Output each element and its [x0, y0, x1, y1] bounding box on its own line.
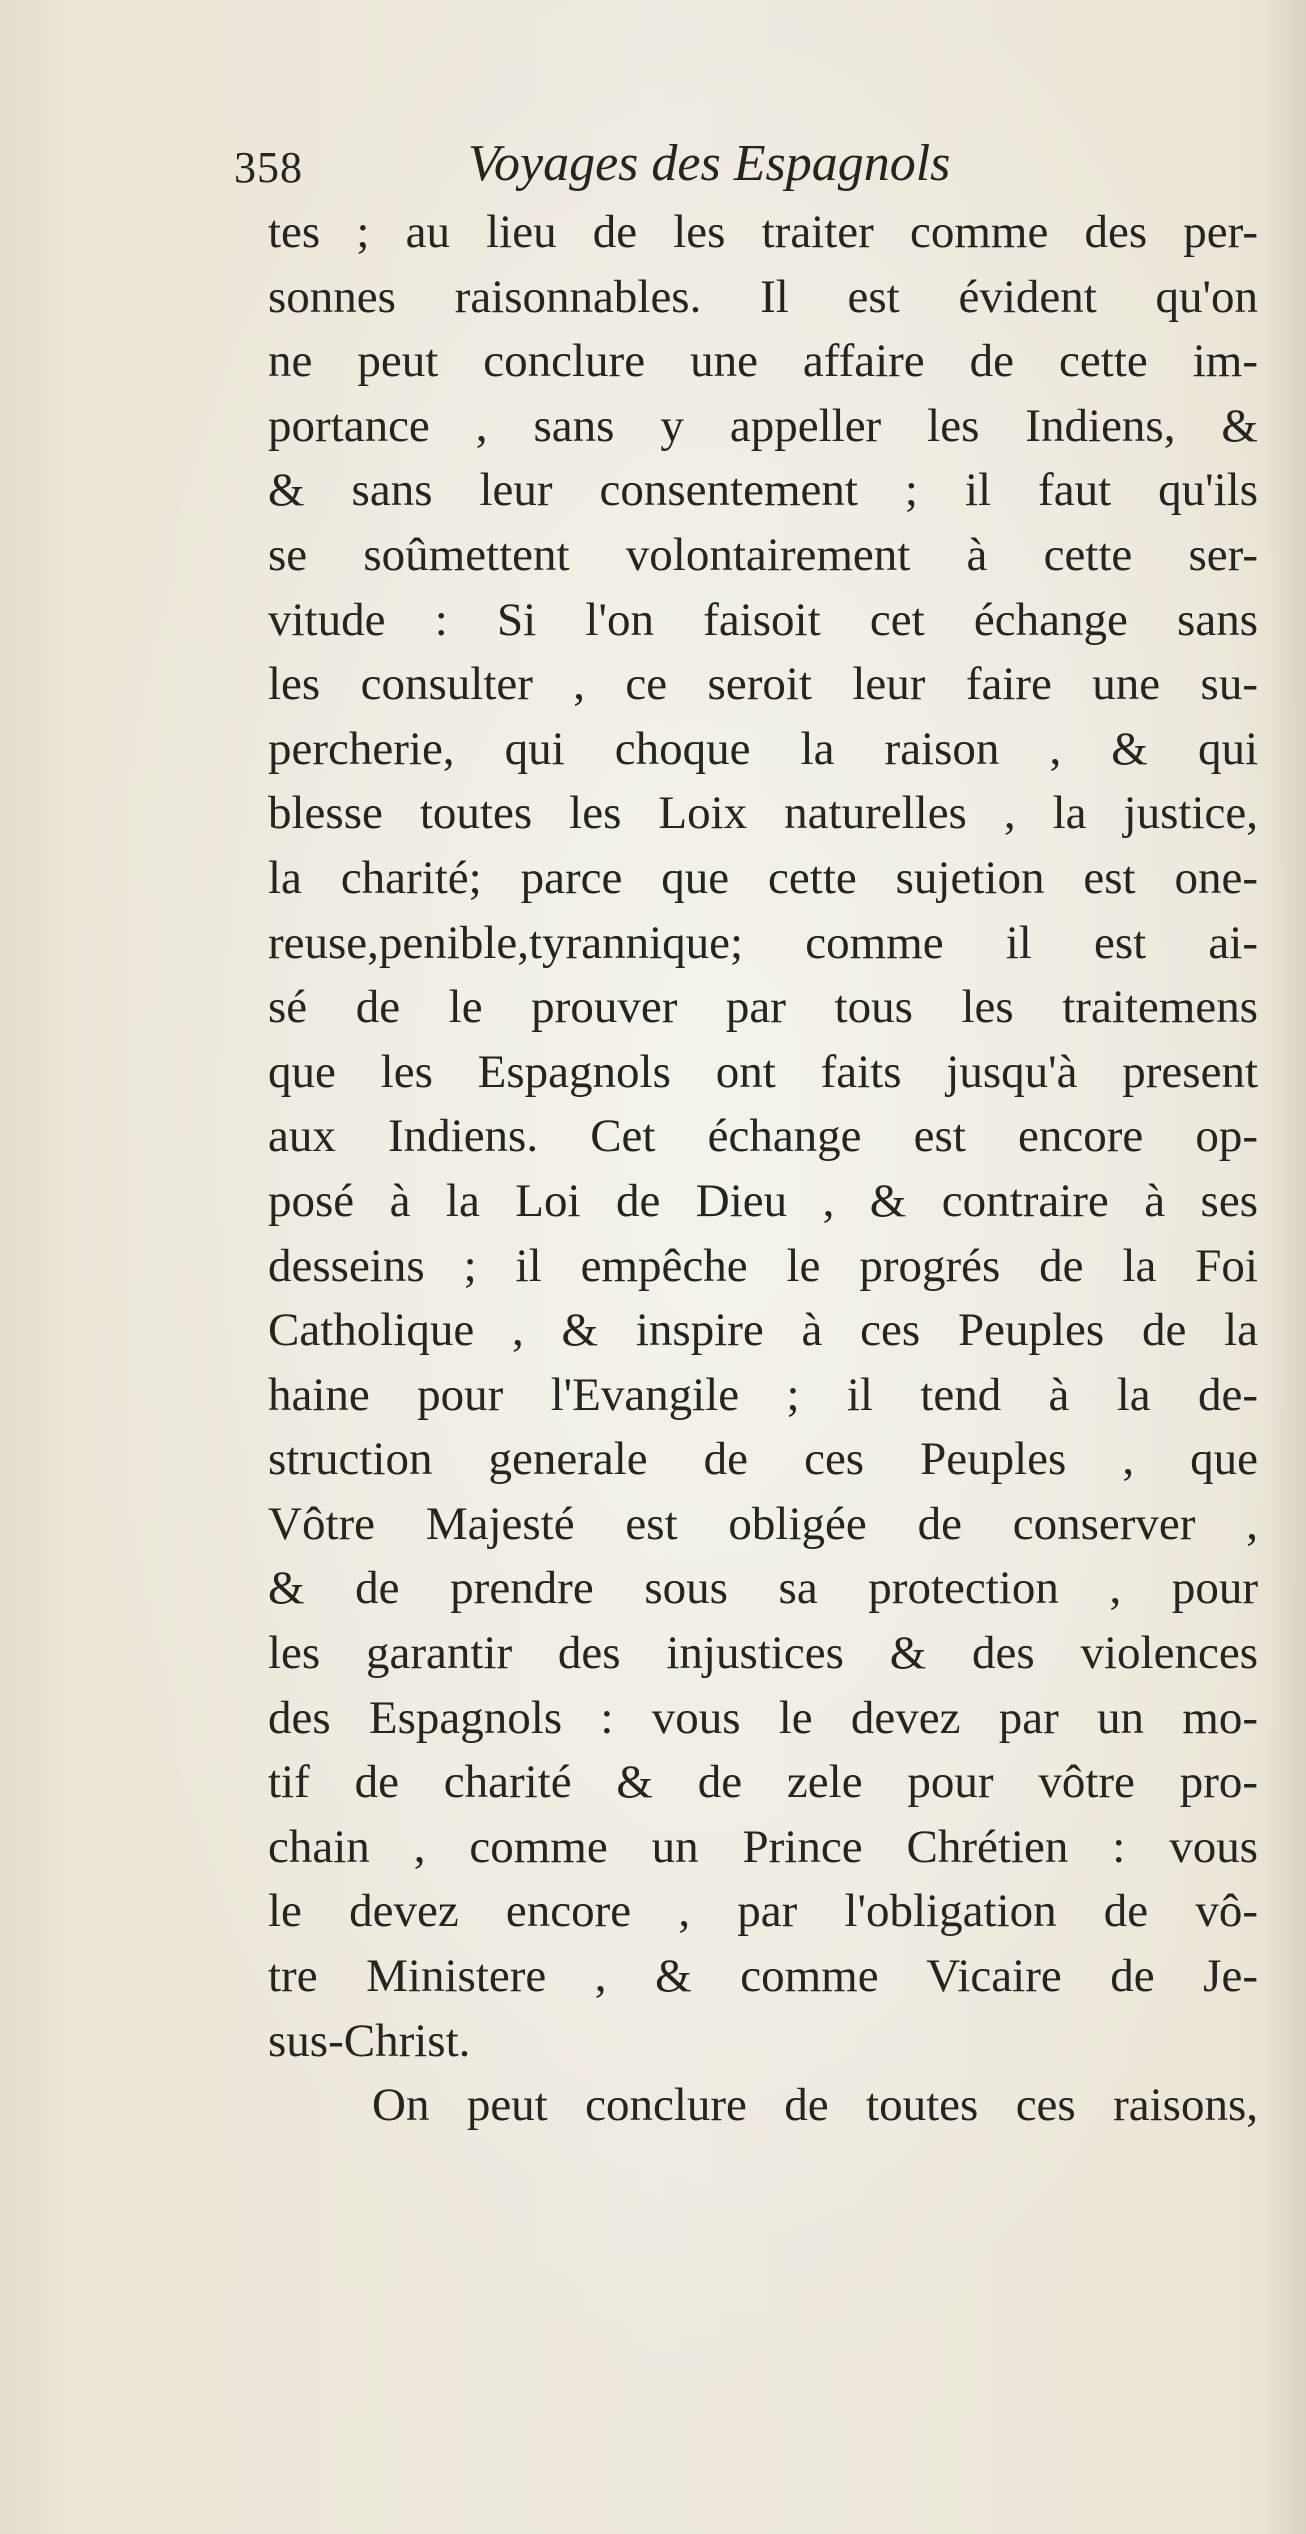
text-line: & de prendre sous sa protection , pour: [268, 1562, 1258, 1615]
text-line: Catholique , & inspire à ces Peuples de la: [268, 1304, 1258, 1357]
page-number: 358: [234, 143, 303, 192]
text-line: percherie, qui choque la raison , & qui: [268, 722, 1258, 775]
text-line: haine pour l'Evangile ; il tend à la de-: [268, 1368, 1258, 1421]
text-line: sus-Christ.: [268, 2014, 471, 2067]
text-line: ne peut conclure une affaire de cette im-: [268, 335, 1258, 388]
text-line: aux Indiens. Cet échange est encore op-: [268, 1110, 1258, 1163]
text-line: portance , sans y appeller les Indiens, &: [268, 399, 1258, 452]
text-line: les consulter , ce seroit leur faire une su-: [268, 658, 1258, 711]
text-line: reuse,penible,tyrannique; comme il est ai-: [268, 916, 1258, 969]
text-line: chain , comme un Prince Chrétien : vous: [268, 1820, 1258, 1873]
text-line: sé de le prouver par tous les traitemens: [268, 981, 1258, 1034]
page-gutter-shadow: [1266, 0, 1306, 2534]
text-line: des Espagnols : vous le devez par un mo-: [268, 1691, 1258, 1744]
text-line: posé à la Loi de Dieu , & contraire à ses: [268, 1174, 1258, 1227]
text-line: blesse toutes les Loix naturelles , la justice,: [268, 787, 1258, 840]
text-line: que les Espagnols ont faits jusqu'à present: [268, 1045, 1258, 1098]
text-line: tif de charité & de zele pour vôtre pro-: [268, 1756, 1258, 1809]
text-line: On peut conclure de toutes ces raisons,: [372, 2079, 1258, 2132]
text-line: & sans leur consentement ; il faut qu'ils: [268, 464, 1258, 517]
running-title: Voyages des Espagnols: [468, 135, 951, 192]
text-line: les garantir des injustices & des violences: [268, 1627, 1258, 1680]
text-line: se soûmettent volontairement à cette ser-: [268, 528, 1258, 581]
text-line: sonnes raisonnables. Il est évident qu'on: [268, 270, 1258, 323]
body-text: [268, 200, 1258, 2138]
text-line: Vôtre Majesté est obligée de conserver ,: [268, 1497, 1258, 1550]
text-line: le devez encore , par l'obligation de vô-: [268, 1885, 1258, 1938]
text-line: vitude : Si l'on faisoit cet échange sans: [268, 593, 1258, 646]
text-line: struction generale de ces Peuples , que: [268, 1433, 1258, 1486]
text-line: tes ; au lieu de les traiter comme des per-: [268, 206, 1258, 258]
text-line: la charité; parce que cette sujetion est one-: [268, 851, 1258, 904]
text-line: tre Ministere , & comme Vicaire de Je-: [268, 1950, 1258, 2003]
running-head: [234, 134, 1094, 206]
text-line: desseins ; il empêche le progrés de la Foi: [268, 1239, 1258, 1292]
